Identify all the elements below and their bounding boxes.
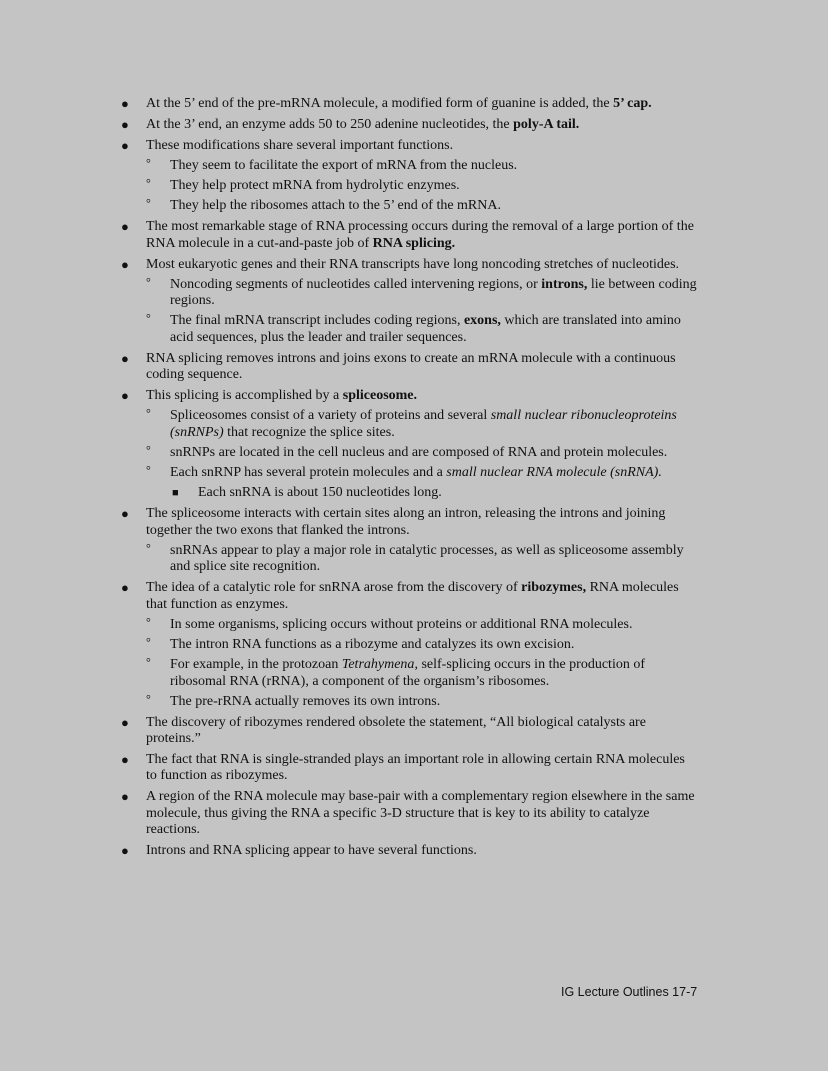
text-run: lie between coding regions.: [170, 276, 697, 309]
text-run: 5’ cap.: [613, 96, 652, 111]
bullet-item: [0, 96, 698, 112]
text-run: The idea of a catalytic role for snRNA arose from the discovery of: [146, 580, 522, 596]
hollow-bullet-icon: °: [146, 196, 151, 211]
text-run: snRNAs appear to play a major role in catalytic processes, as well as spliceosome assembly and splice site recognition.: [170, 542, 684, 575]
text-run: Noncoding segments of nucleotides called intervening regions, or: [170, 276, 542, 292]
sub-bullet-item: [0, 198, 700, 214]
text-run: RNA splicing.: [372, 235, 456, 251]
hollow-bullet-icon: °: [146, 274, 151, 289]
text-run: The intron RNA functions as a ribozyme and catalyzes its own excision.: [170, 636, 575, 652]
text-run: Spliceosomes consist of a variety of proteins and several: [170, 408, 491, 424]
text-run: The discovery of ribozymes rendered obsolete the statement, “All biological catalysts are proteins.”: [146, 714, 646, 747]
sub-bullet-item: [0, 614, 700, 633]
text-run: The pre-rRNA actually removes its own introns.: [170, 693, 441, 709]
text-run: At the 3’ end, an enzyme adds 50 to 250 adenine nucleotides, the: [146, 116, 514, 132]
bullet-item: [0, 843, 698, 859]
sub-bullet-item: [0, 657, 700, 690]
sub-bullet-item: [0, 274, 700, 310]
bullet-dot-icon: ●: [121, 751, 129, 767]
text-run: The most remarkable stage of RNA processing occurs during the removal of a large portion of the RNA molecule in a cut-and-paste job of: [146, 219, 694, 251]
sub-bullet-item: [0, 442, 700, 461]
text-run: Most eukaryotic genes and their RNA transcripts have long noncoding stretches of nucleotides.: [146, 256, 680, 272]
text-run: poly-A tail.: [513, 116, 580, 132]
text-run: exons,: [463, 313, 501, 329]
text-run: Tetrahymena: [341, 657, 415, 673]
hollow-bullet-icon: °: [146, 311, 151, 326]
text-run: Introns and RNA splicing appear to have several functions.: [146, 843, 477, 858]
text-run: A region of the RNA molecule may base-pair with a complementary region elsewhere in the same molecule, thus giving the RNA a specific 3-D structure that is key to its ability to catalyze reactions.: [146, 789, 695, 838]
hollow-bullet-icon: °: [146, 406, 151, 421]
text-run: RNA molecules that function as enzymes.: [146, 580, 679, 612]
hollow-bullet-icon: °: [146, 463, 151, 478]
text-run: small nuclear RNA molecule (snRNA).: [446, 465, 662, 481]
sub-bullet-item: [0, 634, 700, 653]
text-run: that recognize the splice sites.: [223, 424, 395, 440]
bullet-dot-icon: ●: [121, 506, 129, 522]
text-run: This splicing is accomplished by a: [146, 388, 343, 404]
text-run: spliceosome.: [342, 388, 418, 404]
text-run: RNA splicing removes introns and joins exons to create an mRNA molecule with a continuous coding sequence.: [146, 350, 676, 383]
text-run: These modifications share several important functions.: [146, 137, 454, 153]
bullet-dot-icon: ●: [121, 219, 129, 235]
bullet-item: [0, 506, 698, 539]
text-run: introns,: [541, 276, 588, 292]
text-run: They seem to facilitate the export of mRNA from the nucleus.: [170, 158, 518, 174]
sub-sub-bullet-item: [0, 485, 698, 501]
bullet-item: [0, 257, 698, 273]
bullet-dot-icon: ●: [121, 96, 129, 111]
bullet-dot-icon: ●: [121, 388, 129, 404]
hollow-bullet-icon: °: [146, 634, 151, 649]
bullet-item: [0, 388, 698, 404]
bullet-dot-icon: ●: [121, 256, 129, 272]
bullet-dot-icon: ●: [121, 137, 129, 153]
text-run: ribozymes,: [521, 580, 587, 596]
sub-bullet-item: [0, 313, 700, 346]
bullet-item: [0, 752, 698, 785]
text-run: which are translated into amino acid sequences, plus the leader and trailer sequences.: [170, 313, 681, 345]
hollow-bullet-icon: °: [146, 156, 151, 171]
sub-bullet-item: [0, 465, 700, 481]
text-run: The spliceosome interacts with certain sites along an intron, releasing the introns and joining together the two exons that flanked the introns.: [146, 506, 666, 538]
bullet-item: [0, 219, 698, 252]
hollow-bullet-icon: °: [146, 655, 151, 670]
bullet-item: [0, 715, 698, 748]
outline-list: [0, 96, 828, 859]
bullet-dot-icon: ●: [121, 116, 129, 132]
text-run: The final mRNA transcript includes coding regions,: [170, 313, 464, 329]
bullet-dot-icon: ●: [121, 789, 129, 805]
sub-bullet-item: [0, 158, 700, 174]
text-run: Each snRNP has several protein molecules and a: [170, 465, 447, 481]
bullet-item: [0, 789, 698, 838]
text-run: , self-splicing occurs in the production of ribosomal RNA (rRNA), a component of the organism’s ribosomes.: [170, 657, 645, 689]
sub-bullet-item: [0, 691, 700, 710]
text-run: small nuclear ribonucleoproteins (snRNPs): [170, 408, 677, 440]
hollow-bullet-icon: °: [146, 540, 151, 555]
square-bullet-icon: ■: [172, 487, 179, 500]
page-footer: IG Lecture Outlines 17-7: [561, 985, 698, 999]
text-run: In some organisms, splicing occurs without proteins or additional RNA molecules.: [170, 616, 633, 632]
text-run: snRNPs are located in the cell nucleus and are composed of RNA and protein molecules.: [170, 444, 668, 460]
hollow-bullet-icon: °: [146, 691, 151, 706]
bullet-dot-icon: ●: [121, 714, 129, 730]
bullet-dot-icon: ●: [121, 580, 129, 596]
hollow-bullet-icon: °: [146, 442, 151, 457]
hollow-bullet-icon: °: [146, 176, 151, 191]
bullet-item: [0, 351, 698, 384]
text-run: Each snRNA is about 150 nucleotides long.: [198, 485, 442, 501]
text-run: They help the ribosomes attach to the 5’ end of the mRNA.: [170, 198, 501, 214]
sub-bullet-item: [0, 178, 700, 194]
bullet-item: [0, 138, 698, 154]
bullet-item: [0, 117, 698, 133]
text-run: At the 5’ end of the pre-mRNA molecule, a modified form of guanine is added, the: [146, 96, 614, 111]
text-run: For example, in the protozoan: [170, 657, 342, 673]
bullet-item: [0, 580, 698, 613]
bullet-dot-icon: ●: [121, 350, 129, 366]
sub-bullet-item: [0, 408, 700, 441]
bullet-dot-icon: ●: [121, 843, 129, 858]
text-run: They help protect mRNA from hydrolytic enzymes.: [170, 178, 460, 194]
sub-bullet-item: [0, 540, 700, 576]
text-run: The fact that RNA is single-stranded plays an important role in allowing certain RNA molecules to function as ribozymes.: [146, 751, 685, 784]
hollow-bullet-icon: °: [146, 614, 151, 629]
